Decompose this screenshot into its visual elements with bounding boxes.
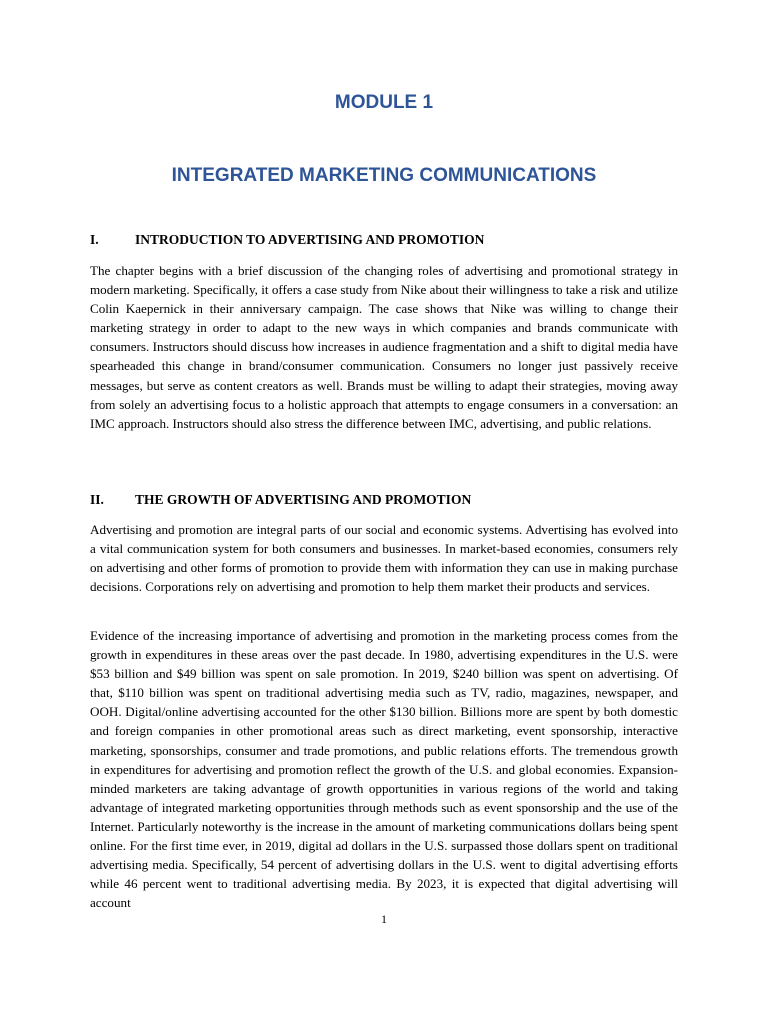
- section-number: I.: [90, 232, 99, 247]
- document-title: INTEGRATED MARKETING COMMUNICATIONS: [171, 165, 597, 186]
- section-title: INTRODUCTION TO ADVERTISING AND PROMOTION: [135, 232, 485, 247]
- module-title: MODULE 1: [334, 92, 434, 113]
- growth-paragraph-2: Evidence of the increasing importance of advertising and promotion in the marketing process comes from the growth in expenditures in these areas over the past decade. In 1980, advertising expenditures in the U.S. were $53 billion and $49 billion was spent on sale promotion. In 2019, $240 billion was spent on advertising. Of that, $110 billion was spent on traditional advertising media such as TV, radio, magazines, newspaper, and OOH. Digital/online advertising accounted for the other $130 billion. Billions more are spent by both domestic and foreign companies in other promotional areas such as direct marketing, event sponsorship, interactive marketing, sponsorships, consumer and trade promotions, and public relations efforts. The tremendous growth in expenditures for advertising and promotion reflect the growth of the U.S. and global economies. Expansion-minded marketers are taking advantage of growth opportunities in various regions of the world and taking advantage of integrated marketing opportunities through methods such as event sponsorship and the use of the Internet. Particularly noteworthy is the increase in the amount of marketing communications dollars being spent online. For the first time ever, in 2019, digital ad dollars in the U.S. surpassed those dollars spent on traditional advertising media. Specifically, 54 percent of advertising dollars in the U.S. went to digital advertising efforts while 46 percent went to traditional advertising media. By 2023, it is expected that digital advertising will account: [90, 628, 678, 911]
- page-number: 1: [381, 912, 387, 926]
- section-heading-2: [90, 492, 471, 508]
- growth-paragraph-1: Advertising and promotion are integral parts of our social and economic systems. Advertising has evolved into a vital communication system for both consumers and businesses. In market-based economies, consumers rely on advertising and other forms of promotion to provide them with information they can use in making purchase decisions. Corporations rely on advertising and promotion to help them market their products and services.: [90, 522, 678, 595]
- section-title: THE GROWTH OF ADVERTISING AND PROMOTION: [135, 492, 472, 507]
- intro-paragraph: The chapter begins with a brief discussion of the changing roles of advertising and promotional strategy in modern marketing. Specifically, it offers a case study from Nike about their willingness to take a risk and utilize Colin Kaepernick in their anniversary campaign. The case shows that Nike was willing to change their marketing strategy in order to adapt to the new ways in which companies and brands communicate with consumers. Instructors should discuss how increases in audience fragmentation and a shift to digital media have spearheaded this change in brand/consumer communication. Consumers no longer just passively receive messages, but serve as content creators as well. Brands must be willing to adapt their strategies, moving away from solely an advertising focus to a holistic approach that attempts to engage consumers in a conversation: an IMC approach. Instructors should also stress the difference between IMC, advertising, and public relations.: [90, 263, 678, 431]
- section-heading-1: [90, 232, 484, 248]
- section-number: II.: [90, 492, 104, 507]
